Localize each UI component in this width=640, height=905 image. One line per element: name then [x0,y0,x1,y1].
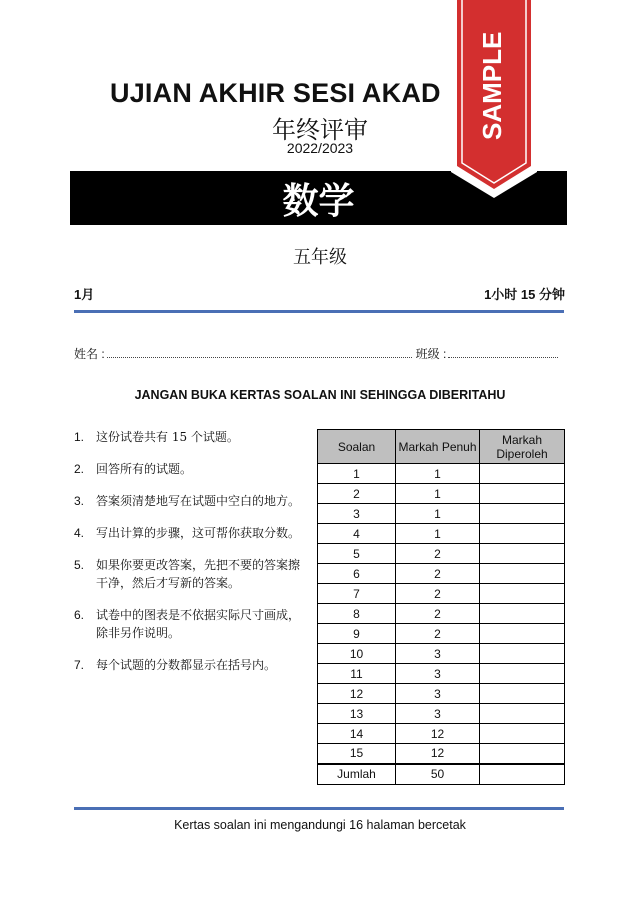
full-marks-cell: 1 [396,504,480,524]
question-number-cell: 7 [318,584,396,604]
table-row [318,604,565,624]
marks-obtained-cell[interactable] [480,664,565,684]
full-marks-cell: 3 [396,704,480,724]
exam-subtitle: 年终评审 [272,116,368,144]
table-row [318,584,565,604]
marks-obtained-cell[interactable] [480,724,565,744]
question-number-cell: 1 [318,464,396,484]
question-number-cell: 9 [318,624,396,644]
name-field[interactable] [107,348,412,358]
full-marks-cell: 1 [396,464,480,484]
instruction-number: 5. [74,558,85,572]
full-marks-cell: 12 [396,724,480,744]
marks-obtained-cell[interactable] [480,524,565,544]
instructions-list [74,428,304,688]
instruction-number: 6. [74,608,85,622]
question-number-cell: 14 [318,724,396,744]
instruction-text: 如果你要更改答案，先把不要的答案擦干净，然后才写新的答案。 [96,558,301,590]
instruction-number: 3. [74,494,85,508]
marks-obtained-cell[interactable] [480,504,565,524]
instruction-item [74,606,304,642]
table-row [318,484,565,504]
question-number-cell: 8 [318,604,396,624]
total-value: 50 [396,764,480,785]
instruction-text: 答案须清楚地写在试题中空白的地方。 [96,494,301,508]
table-header-row [318,430,565,464]
exam-duration: 1小时 15 分钟 [484,287,565,302]
question-number-cell: 5 [318,544,396,564]
instruction-item [74,556,304,592]
header-question: Soalan [318,430,396,464]
page-count-note: Kertas soalan ini mengandungi 16 halaman bercetak [174,818,466,832]
exam-title: UJIAN AKHIR SESI AKAD [110,78,441,108]
divider-bottom [74,807,564,810]
total-label: Jumlah [318,764,396,785]
table-row [318,744,565,764]
table-row [318,464,565,484]
warning-notice: JANGAN BUKA KERTAS SOALAN INI SEHINGGA DIBERITAHU [134,388,506,402]
full-marks-cell: 3 [396,684,480,704]
total-obtained-cell[interactable] [480,764,565,785]
instruction-number: 4. [74,526,85,540]
full-marks-cell: 12 [396,744,480,764]
instruction-number: 2. [74,462,85,476]
header-marks-obtained: Markah Diperoleh [480,430,565,464]
question-number-cell: 6 [318,564,396,584]
marks-obtained-cell[interactable] [480,604,565,624]
full-marks-cell: 2 [396,544,480,564]
question-number-cell: 3 [318,504,396,524]
marks-obtained-cell[interactable] [480,484,565,504]
table-row [318,544,565,564]
instruction-text: 这份试卷共有 15 个试题。 [96,430,239,444]
table-row [318,564,565,584]
question-number-cell: 12 [318,684,396,704]
instruction-item [74,524,304,542]
class-label: 班级 : [415,347,447,361]
instruction-item [74,656,304,674]
marks-obtained-cell[interactable] [480,644,565,664]
question-number-cell: 4 [318,524,396,544]
student-info-row [74,345,564,362]
subject-label: 数学 [282,180,355,222]
instruction-item [74,428,304,446]
divider-top [74,310,564,313]
question-number-cell: 15 [318,744,396,764]
instruction-number: 7. [74,658,85,672]
marks-obtained-cell[interactable] [480,684,565,704]
sample-watermark-ribbon [449,0,539,200]
full-marks-cell: 2 [396,584,480,604]
name-label: 姓名 : [74,347,105,361]
instruction-item [74,492,304,510]
instruction-text: 回答所有的试题。 [96,462,193,476]
full-marks-cell: 2 [396,564,480,584]
marks-table [317,429,565,785]
class-field[interactable] [448,348,558,358]
marks-obtained-cell[interactable] [480,544,565,564]
table-row [318,684,565,704]
total-row [318,764,565,785]
marks-obtained-cell[interactable] [480,704,565,724]
full-marks-cell: 3 [396,644,480,664]
instruction-number: 1. [74,430,85,444]
marks-obtained-cell[interactable] [480,624,565,644]
full-marks-cell: 3 [396,664,480,684]
full-marks-cell: 2 [396,624,480,644]
table-row [318,664,565,684]
full-marks-cell: 1 [396,484,480,504]
marks-obtained-cell[interactable] [480,464,565,484]
table-row [318,724,565,744]
instruction-text: 写出计算的步骤，这可帮你获取分数。 [96,526,301,540]
full-marks-cell: 2 [396,604,480,624]
table-row [318,644,565,664]
watermark-text: SAMPLE [477,31,507,140]
exam-month: 1月 [74,287,95,302]
question-number-cell: 10 [318,644,396,664]
instruction-text: 试卷中的图表是不依据实际尺寸画成，除非另作说明。 [96,608,301,640]
question-number-cell: 13 [318,704,396,724]
grade-label: 五年级 [293,247,347,268]
table-row [318,524,565,544]
full-marks-cell: 1 [396,524,480,544]
instruction-item [74,460,304,478]
marks-obtained-cell[interactable] [480,564,565,584]
exam-year: 2022/2023 [286,140,354,156]
table-row [318,704,565,724]
marks-obtained-cell[interactable] [480,584,565,604]
marks-obtained-cell[interactable] [480,744,565,764]
header-full-marks: Markah Penuh [396,430,480,464]
question-number-cell: 2 [318,484,396,504]
table-row [318,504,565,524]
instruction-text: 每个试题的分数都显示在括号内。 [96,658,277,672]
table-row [318,624,565,644]
question-number-cell: 11 [318,664,396,684]
